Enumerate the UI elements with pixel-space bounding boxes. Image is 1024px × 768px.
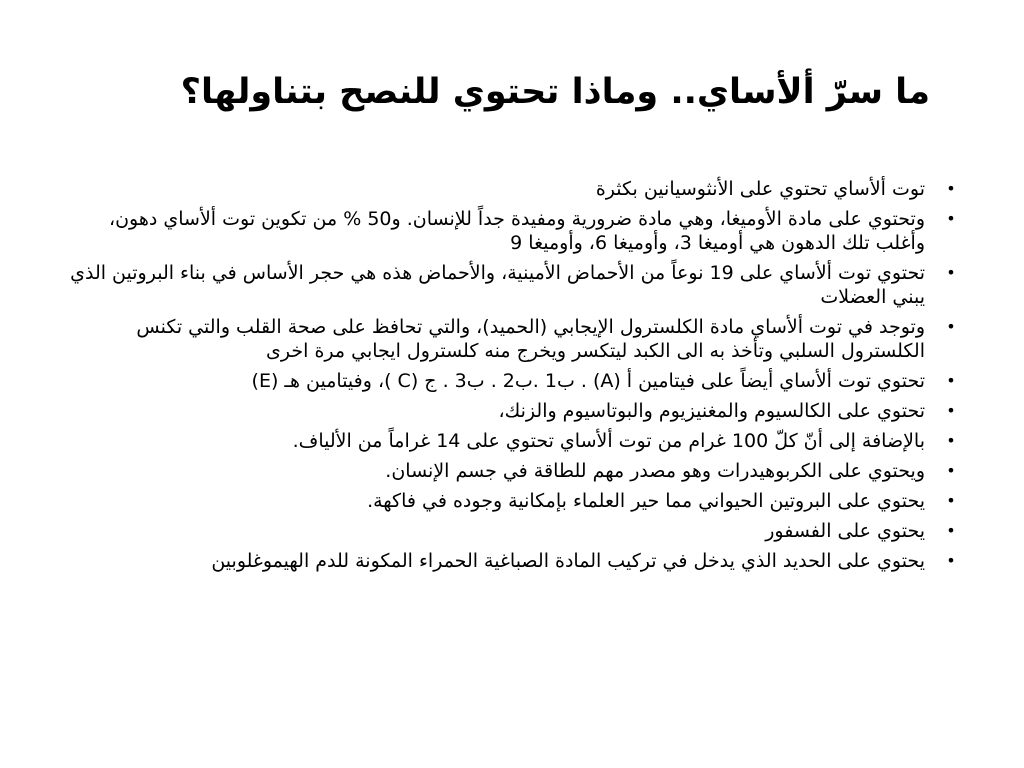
- bullet-item: [62, 519, 970, 543]
- bullet-text: وتوجد في توت ألأساي مادة الكلسترول الإيجابي (الحميد)، والتي تحافظ على صحة القلب والتي تكنس الكلسترول السلبي وتأخذ به الى الكبد ليتكسر ويخرج منه كلسترول ايجابي مرة اخرى: [136, 316, 925, 362]
- bullet-icon: •: [946, 491, 956, 510]
- bullet-text: توت ألأساي تحتوي على الأنثوسيانين بكثرة: [595, 178, 925, 200]
- bullet-icon: •: [946, 371, 956, 390]
- bullet-item: [62, 369, 970, 393]
- bullet-text: وتحتوي على مادة الأوميغا، وهي مادة ضرورية ومفيدة جداً للإنسان. و50 % من تكوين توت ألأساي دهون، وأغلب تلك الدهون هي أوميغا 3، وأوميغا 6، وأوميغا 9: [108, 208, 925, 254]
- bullet-icon: •: [946, 401, 956, 420]
- bullet-list: [62, 177, 970, 579]
- bullet-text: تحتوي على الكالسيوم والمغنيزيوم والبوتاسيوم والزنك،: [498, 400, 925, 422]
- bullet-item: [62, 261, 970, 309]
- bullet-text: ويحتوي على الكربوهيدرات وهو مصدر مهم للطاقة في جسم الإنسان.: [385, 460, 925, 482]
- bullet-item: [62, 549, 970, 573]
- slide-title: ما سرّ ألأساي.. وماذا تحتوي للنصح بتناولها؟: [180, 72, 930, 112]
- bullet-icon: •: [946, 431, 956, 450]
- bullet-item: [62, 177, 970, 201]
- bullet-icon: •: [946, 209, 956, 228]
- bullet-item: [62, 459, 970, 483]
- bullet-text: تحتوي توت ألأساي أيضاً على فيتامين أ (A) . ب1 .ب2 . ب3 . ج (C )، وفيتامين هـ (E): [251, 370, 925, 392]
- bullet-icon: •: [946, 179, 956, 198]
- bullet-icon: •: [946, 521, 956, 540]
- bullet-icon: •: [946, 317, 956, 336]
- bullet-icon: •: [946, 461, 956, 480]
- bullet-text: يحتوي على البروتين الحيواني مما حير العلماء بإمكانية وجوده في فاكهة.: [367, 490, 925, 512]
- bullet-item: [62, 399, 970, 423]
- bullet-text: تحتوي توت ألأساي على 19 نوعاً من الأحماض الأمينية، والأحماض هذه هي حجر الأساس في بناء البروتين الذي يبني العضلات: [70, 262, 925, 308]
- bullet-icon: •: [946, 551, 956, 570]
- bullet-text: بالإضافة إلى أنّ كلّ 100 غرام من توت ألأساي تحتوي على 14 غراماً من الألياف.: [292, 430, 925, 452]
- bullet-text: يحتوي على الحديد الذي يدخل في تركيب المادة الصباغية الحمراء المكونة للدم الهيموغلوبين: [211, 550, 925, 572]
- bullet-item: [62, 207, 970, 255]
- bullet-icon: •: [946, 263, 956, 282]
- bullet-item: [62, 315, 970, 363]
- bullet-text: يحتوي على الفسفور: [765, 520, 925, 542]
- bullet-item: [62, 429, 970, 453]
- bullet-item: [62, 489, 970, 513]
